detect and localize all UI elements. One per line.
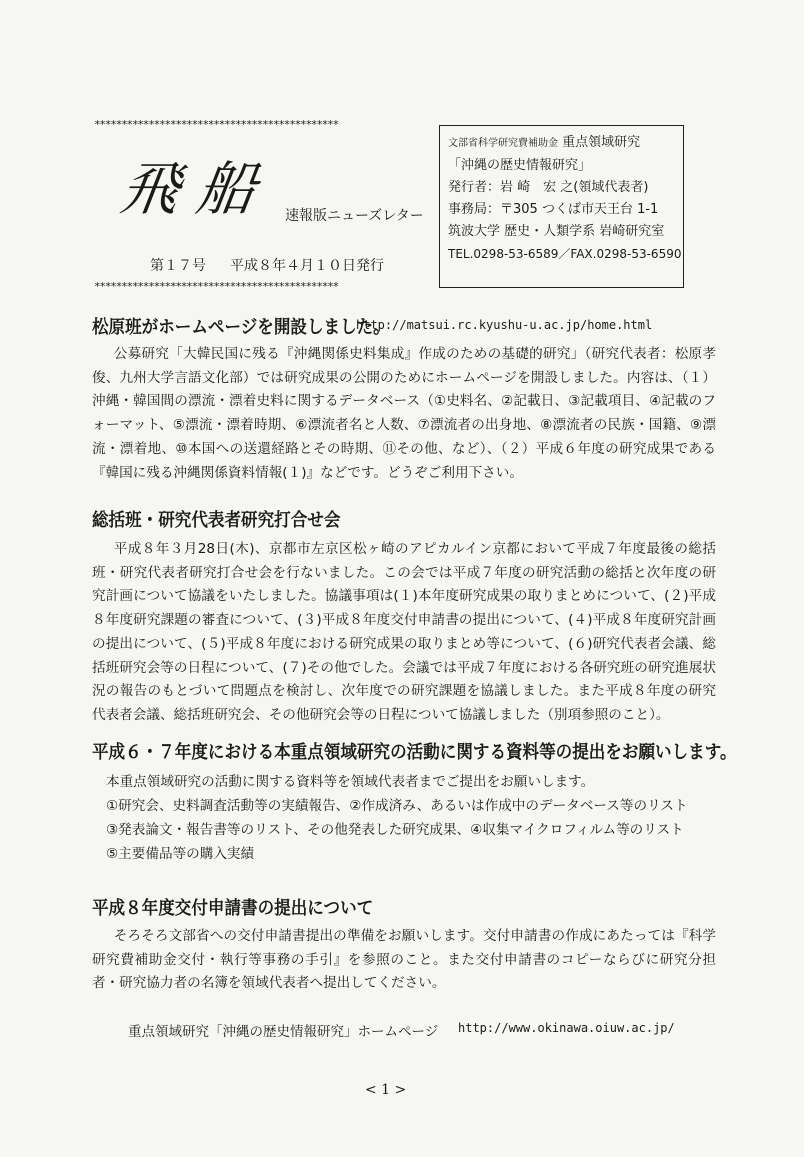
section4-paragraph: そろそろ文部省への交付申請書提出の準備をお願いします。交付申請書の作成にあたっては『科学研究費補助金交付・執行等事務の手引』を参照のこと。また交付申請書のコピーならびに研究分担者・研究協力者の名簿を領域代表者へ提出してください。 bbox=[92, 928, 716, 992]
publisher-line-1 bbox=[448, 132, 675, 155]
section3-intro: 本重点領域研究の活動に関する資料等を領域代表者までご提出をお願いします。 bbox=[106, 774, 595, 790]
section4-body bbox=[92, 925, 716, 996]
publisher-info-box bbox=[439, 125, 684, 288]
list-item: ⑤主要備品等の購入実績 bbox=[106, 846, 255, 862]
section2-body bbox=[92, 538, 716, 728]
section3-list bbox=[106, 770, 726, 866]
section4-heading: 平成８年度交付申請書の提出について bbox=[92, 898, 374, 919]
list-item: ③発表論文・報告書等のリスト、その他発表した研究成果、④収集マイクロフィルム等のリスト bbox=[106, 822, 684, 838]
project-name: 「沖縄の歴史情報研究」 bbox=[448, 158, 592, 173]
section1-paragraph: 公募研究「大韓民国に残る『沖縄関係史料集成』作成のための基礎的研究」（研究代表者：松原孝俊、九州大学言語文化部）では研究成果の公開のためにホームページを開設しました。内容は、（１）沖縄・韓国間の漂流・漂着史料に関するデータベース（①史料名、②記載日、③記載項目、④記載のフォーマット、⑤漂流・漂着時期、⑥漂流者名と人数、⑦漂流者の出身地、⑧漂流者の民族・国籍、⑨漂流・漂着地、⑩本国への送還経路とその時期、⑪その他、など）、（２）平成６年度の研究成果である『韓国に残る沖縄関係資料情報(１)』などです。どうぞご利用下さい。 bbox=[92, 346, 716, 481]
masthead-border-bottom: ********************************************* bbox=[94, 280, 339, 293]
newsletter-title: 飛船 bbox=[116, 155, 279, 223]
issue-number: 第１７号 bbox=[150, 258, 206, 274]
office-phone-fax: TEL.0298-53-6589／FAX.0298-53-6590 bbox=[448, 247, 682, 261]
office-lab: 筑波大学 歴史・人類学系 岩崎研究室 bbox=[448, 224, 665, 239]
page-number: < 1 > bbox=[365, 1082, 407, 1098]
list-item: ①研究会、史料調査活動等の実績報告、②作成済み、あるいは作成中のデータベース等のリスト bbox=[106, 798, 688, 814]
section1-heading: 松原班がホームページを開設しました。 bbox=[92, 317, 390, 338]
program-name: 重点領域研究 bbox=[562, 135, 641, 150]
newsletter-subtitle: 速報版ニューズレター bbox=[285, 208, 424, 224]
footer-homepage-url: http://www.okinawa.oiuw.ac.jp/ bbox=[458, 1021, 675, 1035]
office-address: 事務局：〒305 つくば市天王台 1-1 bbox=[448, 202, 659, 217]
publisher-name: 発行者：岩 崎 宏 之(領域代表者) bbox=[448, 180, 649, 195]
issue-date: 平成８年４月１０日発行 bbox=[230, 258, 384, 274]
section2-paragraph: 平成８年３月28日(木)、京都市左京区松ヶ崎のアピカルイン京都において平成７年度最後の総括班・研究代表者研究打合せ会を行ないました。この会では平成７年度の研究活動の総括と次年度の研究計画について協議をいたしました。協議事項は(１)本年度研究成果の取りまとめについて、(２)平成８年度研究課題の審査について、(３)平成８年度交付申請書の提出について、(４)平成８年度研究計画の提出について、(５)平成８年度における研究成果の取りまとめ等について、(６)研究代表者会議、総括班研究会等の日程について、(７)その他でした。会議では平成７年度における各研究班の研究進展状況の報告のもとづいて問題点を検討し、次年度での研究課題を協議しました。また平成８年度の研究代表者会議、総括班研究会、その他研究会等の日程について協議しました（別項参照のこと）。 bbox=[92, 541, 716, 723]
section1-url: http://matsui.rc.kyushu-u.ac.jp/home.html bbox=[356, 318, 653, 332]
masthead-border-top: ********************************************* bbox=[94, 118, 339, 131]
section1-body bbox=[92, 343, 716, 485]
section3-heading: 平成６・７年度における本重点領域研究の活動に関する資料等の提出をお願いします。 bbox=[92, 742, 737, 763]
grant-name: 文部省科学研究費補助金 bbox=[448, 138, 558, 149]
section2-heading: 総括班・研究代表者研究打合せ会 bbox=[92, 510, 341, 531]
footer-homepage-label: 重点領域研究「沖縄の歴史情報研究」ホームページ bbox=[128, 1024, 439, 1040]
